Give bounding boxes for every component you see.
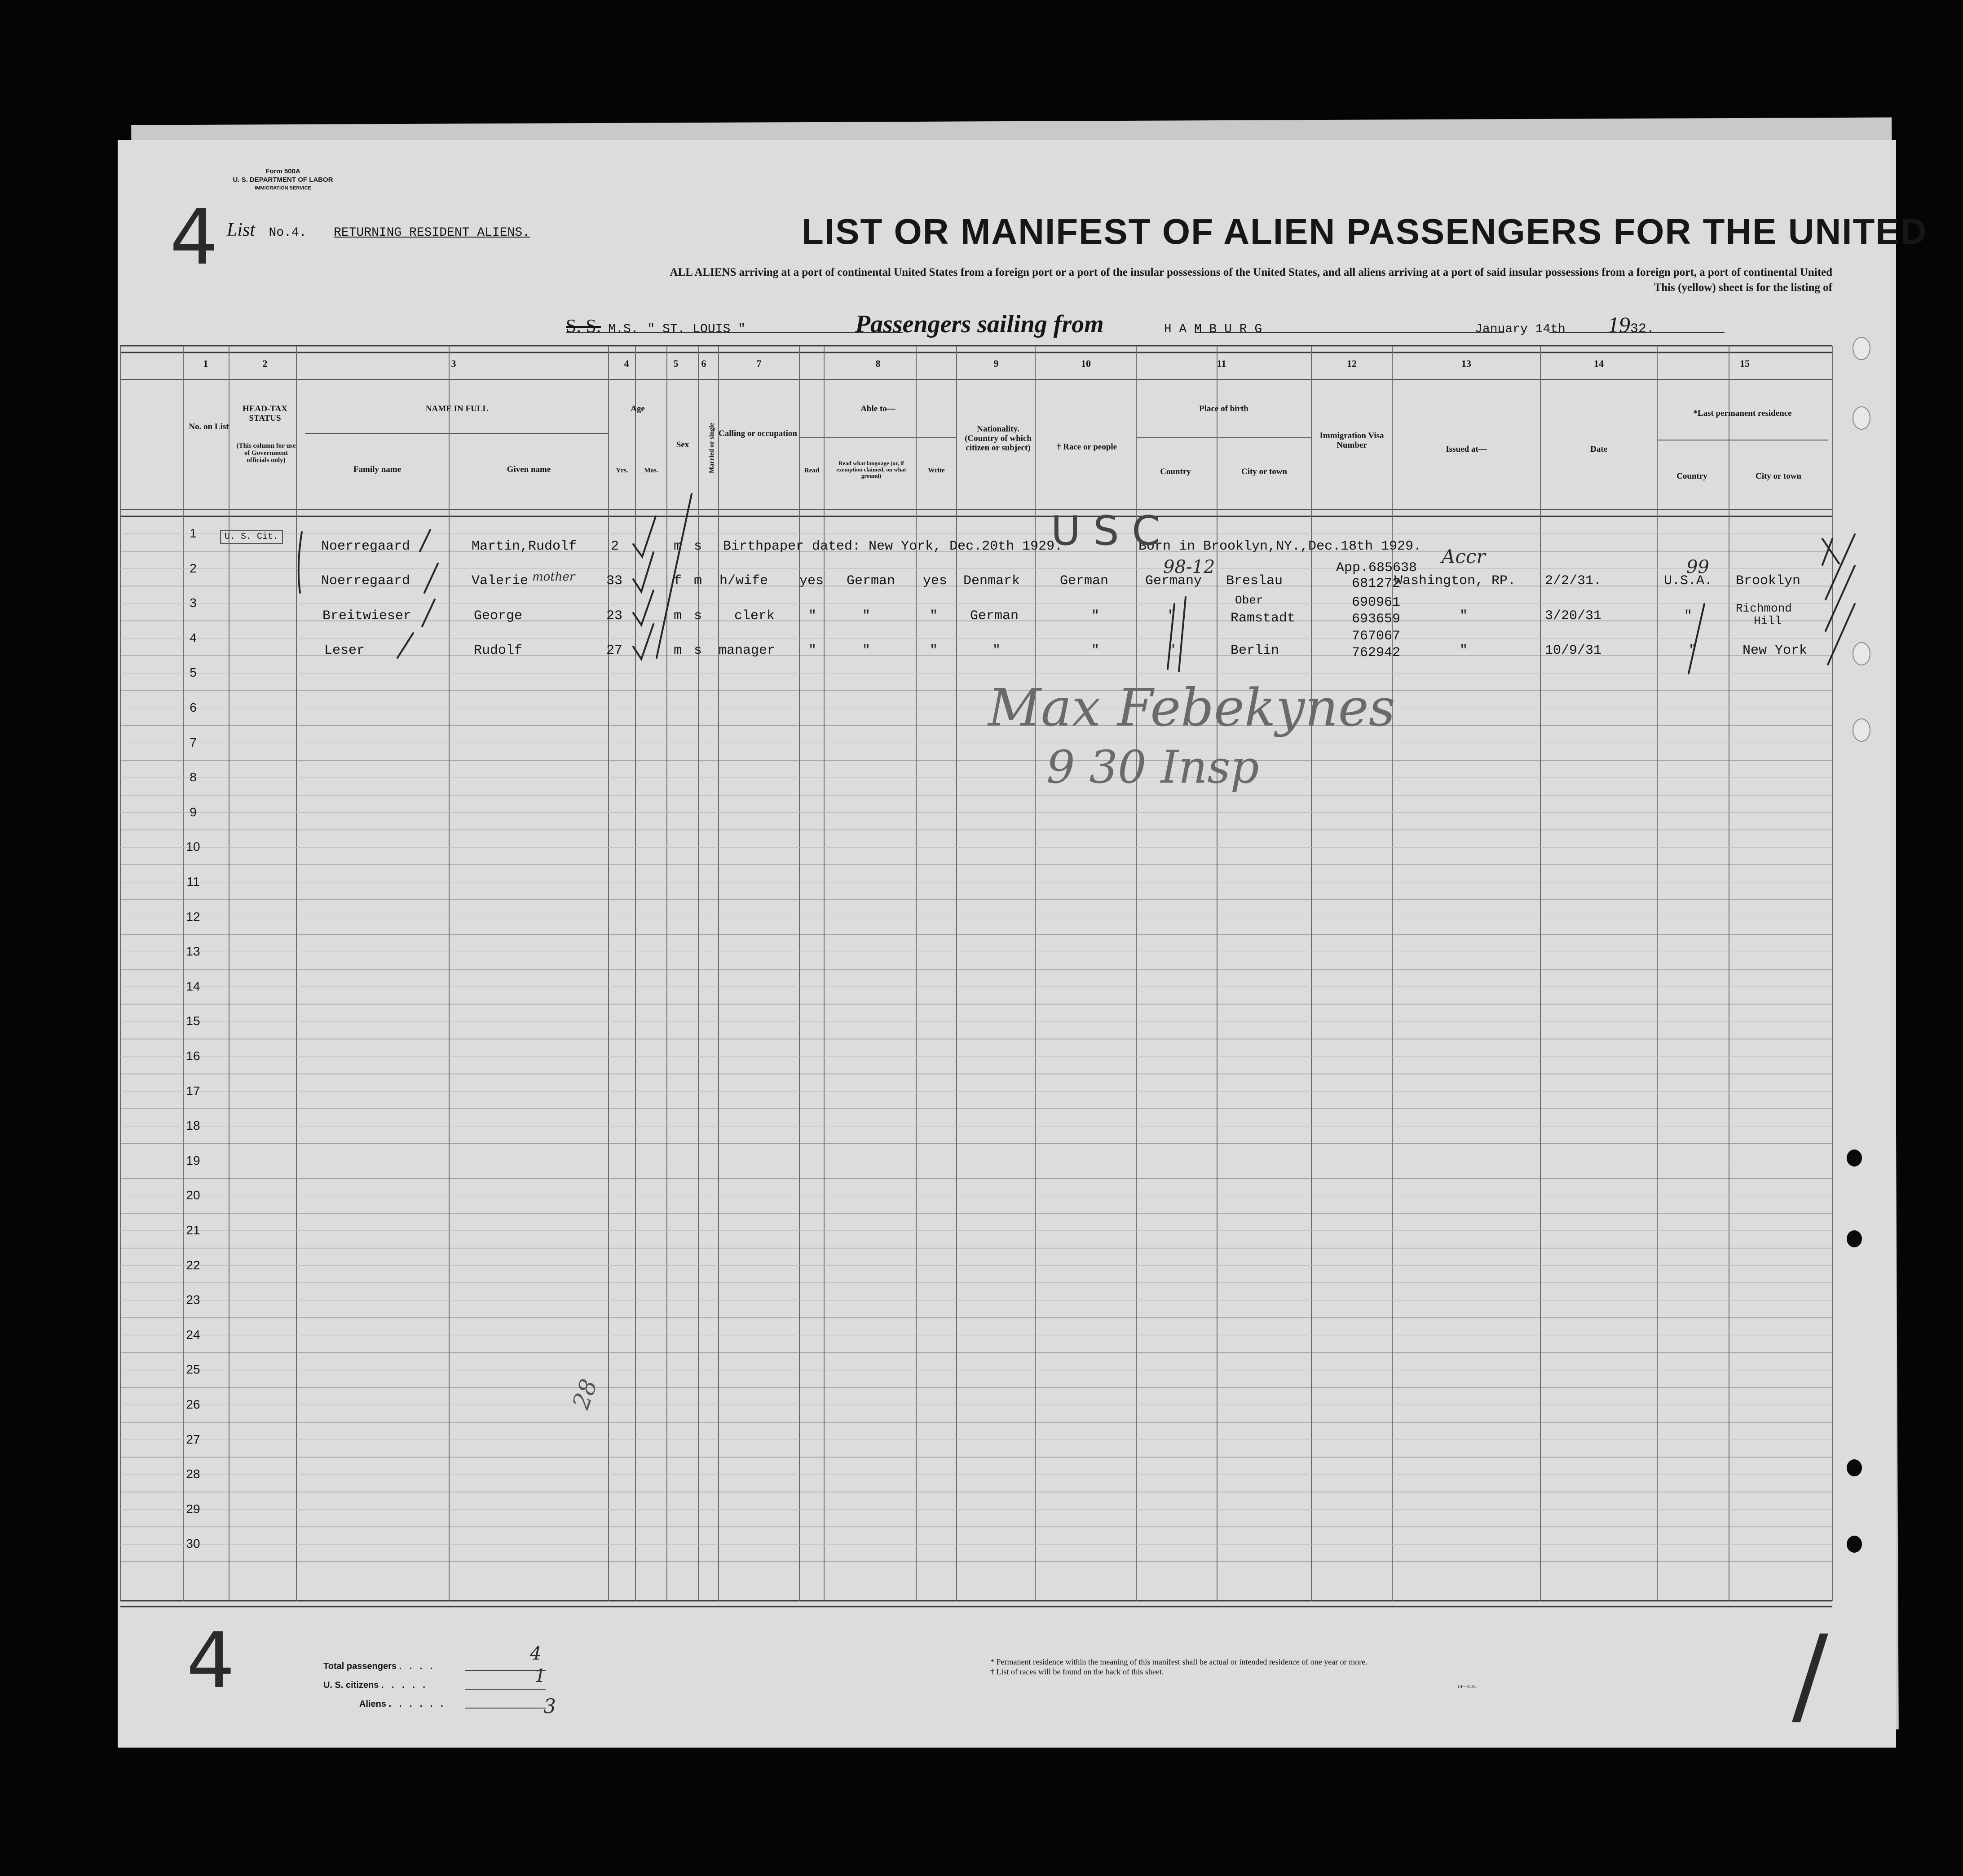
- row3-race: ": [1091, 608, 1100, 624]
- column-number: 5: [673, 358, 679, 369]
- row-number: 24: [186, 1327, 200, 1342]
- header-date: Date: [1590, 445, 1607, 454]
- row-number: 26: [186, 1397, 200, 1411]
- row2-res-city: Brooklyn: [1736, 573, 1801, 589]
- row2-visa-number: 681272: [1352, 576, 1401, 591]
- row4-married: s: [694, 643, 702, 658]
- manifest-title: LIST OR MANIFEST OF ALIEN PASSENGERS FOR THE UNITED: [802, 211, 1928, 251]
- row2-read: yes: [799, 573, 824, 589]
- row2-family-name: Noerregaard: [321, 573, 410, 589]
- row4-read: ": [808, 643, 817, 658]
- row2-given-name: Valerie: [472, 573, 529, 589]
- sailing-date: January 14th: [1475, 322, 1566, 336]
- row1-remark2: Born in Brooklyn,NY.,Dec.18th 1929.: [1138, 539, 1422, 554]
- row4-issued-at: ": [1460, 643, 1468, 658]
- row2-calling: h/wife: [719, 573, 768, 589]
- row-number: 29: [186, 1502, 200, 1516]
- row4-write: ": [930, 643, 938, 658]
- row4-given-name: Rudolf: [474, 643, 523, 658]
- row1-age: 2: [611, 539, 619, 554]
- row4-language: ": [862, 643, 871, 658]
- vessel-struck-prefix: S. S.: [566, 316, 601, 337]
- uscit-handwritten: U S C: [1051, 507, 1160, 555]
- inspector-time: 9 30 Insp: [1046, 741, 1259, 793]
- header-res-city: City or town: [1755, 471, 1802, 481]
- row2-sex: f: [674, 573, 682, 589]
- header-age: Age: [631, 404, 645, 414]
- column-number: 8: [875, 358, 881, 369]
- row-number: 16: [186, 1049, 200, 1063]
- row4-visa-top: 767067: [1352, 629, 1401, 644]
- row-number: 18: [186, 1119, 200, 1133]
- vessel-prefix: M.S.: [608, 322, 639, 336]
- header-write: Write: [928, 467, 945, 474]
- column-number: 15: [1740, 358, 1750, 369]
- total-passengers-value: 4: [530, 1643, 542, 1664]
- header-mos: Mos.: [644, 467, 658, 474]
- column-number: 14: [1594, 358, 1604, 369]
- row-number: 25: [186, 1362, 200, 1377]
- column-number: 2: [262, 358, 268, 369]
- row-number: 3: [190, 596, 197, 610]
- year-prefix: 19: [1607, 312, 1630, 337]
- row4-race: ": [1091, 643, 1100, 658]
- us-citizens-label: U. S. citizens: [323, 1680, 379, 1690]
- row4-family-name: Leser: [324, 643, 365, 658]
- column-number: 9: [993, 358, 999, 369]
- row3-birth-country: ": [1168, 608, 1176, 624]
- row-number: 8: [190, 770, 197, 784]
- vessel-name: " ST. LOUIS ": [647, 322, 745, 336]
- visa-note-handwritten: 99: [1686, 557, 1709, 577]
- subtitle-line1: ALL ALIENS arriving at a port of continental United States from a foreign port or a port of the insular possessions of the United States, and all aliens arriving at a port of said insular possessions from a foreign port, a port of continental United: [670, 266, 1832, 278]
- row-number: 9: [190, 805, 197, 819]
- header-issued-at: Issued at—: [1446, 445, 1487, 454]
- header-head-tax: HEAD-TAX STATUS: [243, 404, 287, 423]
- sailing-label: Passengers sailing from: [855, 310, 1104, 338]
- header-able-to: Able to—: [860, 404, 895, 414]
- bottom-left-handwritten: 4: [186, 1616, 235, 1705]
- row4-birth-city: Berlin: [1231, 643, 1279, 658]
- aliens-value: 3: [543, 1695, 556, 1718]
- header-name-in-full: NAME IN FULL: [425, 404, 489, 414]
- footnote-races: † List of races will be found on the back of this sheet.: [990, 1667, 1164, 1676]
- row-number: 13: [186, 944, 200, 959]
- row3-res-city: Hill: [1754, 614, 1782, 628]
- row4-date: 10/9/31: [1545, 643, 1602, 658]
- row-number: 17: [186, 1083, 200, 1098]
- row1-given-name: Martin,Rudolf: [472, 539, 577, 554]
- inspector-signature: Max Febekynes: [988, 678, 1395, 738]
- column-number: 11: [1217, 358, 1226, 369]
- page-number-handwritten: 4: [170, 193, 219, 282]
- bottom-right-handwritten: /: [1792, 1612, 1828, 1738]
- column-number: 13: [1461, 358, 1471, 369]
- form-service: IMMIGRATION SERVICE: [255, 185, 311, 191]
- row2-birth-country: Germany: [1145, 573, 1202, 589]
- row-number: 28: [186, 1467, 200, 1481]
- row2-relation-note: mother: [532, 570, 575, 584]
- row-number: 12: [186, 909, 200, 924]
- row3-married: s: [694, 608, 702, 624]
- row2-nationality: Denmark: [963, 573, 1020, 589]
- row3-birth-city: Ramstadt: [1231, 611, 1296, 626]
- row2-visa-app: App.685638: [1336, 560, 1417, 576]
- row3-visa-number: 693659: [1352, 612, 1401, 627]
- row3-sex: m: [674, 608, 682, 624]
- row4-birth-country: ": [1168, 643, 1176, 658]
- row2-write: yes: [923, 573, 948, 589]
- form-number: Form 500A: [265, 167, 300, 175]
- header-read-language: Read what language (or, if exemption claimed, on what ground): [836, 460, 906, 479]
- row1-sex: m: [674, 539, 682, 554]
- footnote-permanent-residence: * Permanent residence within the meaning of this manifest shall be actual or intended residence of one year or more.: [990, 1657, 1367, 1666]
- row2-birth-city: Breslau: [1226, 573, 1283, 589]
- header-res-country: Country: [1676, 471, 1707, 481]
- row-number: 19: [186, 1153, 200, 1167]
- column-number: 10: [1081, 358, 1091, 369]
- row2-date: 2/2/31.: [1545, 573, 1602, 589]
- header-married: Married or single: [708, 423, 715, 474]
- row1-married: s: [694, 539, 702, 554]
- row4-sex: m: [674, 643, 682, 658]
- list-number: No.4.: [269, 226, 307, 240]
- row-number: 22: [186, 1258, 200, 1272]
- row4-res-country: ": [1689, 643, 1697, 658]
- column-number: 3: [451, 358, 456, 369]
- column-number: 1: [203, 358, 208, 369]
- total-passengers-label: Total passengers: [323, 1661, 397, 1671]
- row-number: 21: [186, 1223, 200, 1237]
- list-label: List: [227, 220, 256, 240]
- header-family-name: Family name: [353, 465, 401, 474]
- row-number: 1: [190, 526, 197, 540]
- header-yrs: Yrs.: [616, 467, 628, 474]
- row-number: 4: [190, 630, 197, 645]
- row-number: 30: [186, 1537, 200, 1551]
- header-no-on-list: No. on List: [189, 422, 229, 432]
- head-tax-stamp: U. S. Cit.: [220, 530, 283, 544]
- header-calling: Calling or occupation: [719, 429, 797, 438]
- row2-res-country: U.S.A.: [1664, 573, 1713, 589]
- row2-age: 33: [606, 573, 623, 589]
- header-read: Read: [804, 467, 820, 474]
- row-number: 20: [186, 1188, 200, 1202]
- row1-remark: Birthpaper dated: New York, Dec.20th 1929.: [723, 539, 1063, 554]
- row4-res-city: New York: [1742, 643, 1808, 658]
- list-type: RETURNING RESIDENT ALIENS.: [334, 226, 530, 240]
- header-last-residence: *Last permanent residence: [1693, 409, 1792, 418]
- row3-language: ": [862, 608, 871, 624]
- row4-calling: manager: [719, 643, 776, 658]
- row4-age: 27: [606, 643, 623, 658]
- header-race: † Race or people: [1056, 442, 1117, 452]
- column-number: 7: [756, 358, 762, 369]
- row3-date: 3/20/31: [1545, 608, 1602, 624]
- header-head-tax-note: (This column for use of Government officials only): [236, 442, 296, 464]
- row-number: 27: [186, 1432, 200, 1446]
- row3-age: 23: [606, 608, 623, 624]
- row3-write: ": [930, 608, 938, 624]
- port-of-departure: H A M B U R G: [1164, 322, 1262, 336]
- us-citizens-value: 1: [534, 1666, 546, 1687]
- row3-calling: clerk: [734, 608, 775, 624]
- header-visa-number: Immigration Visa Number: [1319, 431, 1384, 450]
- column-number: 4: [624, 358, 629, 369]
- column-number: 6: [701, 358, 706, 369]
- row3-res-city-top: Richmond: [1736, 602, 1792, 615]
- row2-married: m: [694, 573, 702, 589]
- row-number: 6: [190, 700, 197, 714]
- row-number: 15: [186, 1014, 200, 1028]
- row2-issued-at: Washington, RP.: [1394, 573, 1516, 589]
- row4-visa-number: 762942: [1352, 645, 1401, 661]
- row3-nationality: German: [970, 608, 1019, 624]
- row-number: 7: [190, 735, 197, 749]
- row-number: 2: [190, 561, 197, 575]
- row-number: 11: [186, 875, 200, 889]
- footnotes: [990, 1657, 1367, 1677]
- header-birth-country: Country: [1160, 467, 1191, 476]
- race-note-handwritten: 98-12: [1163, 557, 1215, 577]
- accr-handwritten: Accr: [1442, 546, 1486, 568]
- row3-issued-at: ": [1460, 608, 1468, 624]
- row-number: 10: [186, 840, 200, 854]
- column-number: 12: [1347, 358, 1357, 369]
- aliens-label: Aliens: [359, 1699, 387, 1709]
- row2-race: German: [1060, 573, 1109, 589]
- header-birth-city: City or town: [1241, 467, 1288, 476]
- year-suffix: 32.: [1630, 321, 1654, 337]
- header-given-name: Given name: [507, 465, 551, 474]
- row26-note: 28: [567, 1375, 603, 1413]
- row3-birth-city-top: Ober: [1235, 594, 1263, 607]
- print-code: 14—4181: [1457, 1684, 1477, 1689]
- row3-read: ": [808, 608, 817, 624]
- row1-family-name: Noerregaard: [321, 539, 410, 554]
- totals-block: Total passengers . . . . U. S. citizens . . . . . Aliens . . . . . .: [323, 1661, 446, 1709]
- header-sex: Sex: [676, 440, 689, 449]
- header-nationality: Nationality. (Country of which citizen or subject): [965, 424, 1032, 453]
- subtitle-line2: This (yellow) sheet is for the listing of: [1654, 282, 1832, 294]
- row4-nationality: ": [993, 643, 1001, 658]
- row-number: 23: [186, 1293, 200, 1307]
- form-department: U. S. DEPARTMENT OF LABOR: [233, 176, 333, 184]
- row3-given-name: George: [474, 608, 523, 624]
- row-number: 14: [186, 979, 200, 993]
- header-place-of-birth: Place of birth: [1199, 404, 1248, 414]
- row3-family-name: Breitwieser: [322, 608, 412, 624]
- row2-language: German: [847, 573, 895, 589]
- row3-res-country: ": [1684, 608, 1693, 624]
- row-number: 5: [190, 665, 197, 680]
- row3-visa-top: 690961: [1352, 595, 1401, 610]
